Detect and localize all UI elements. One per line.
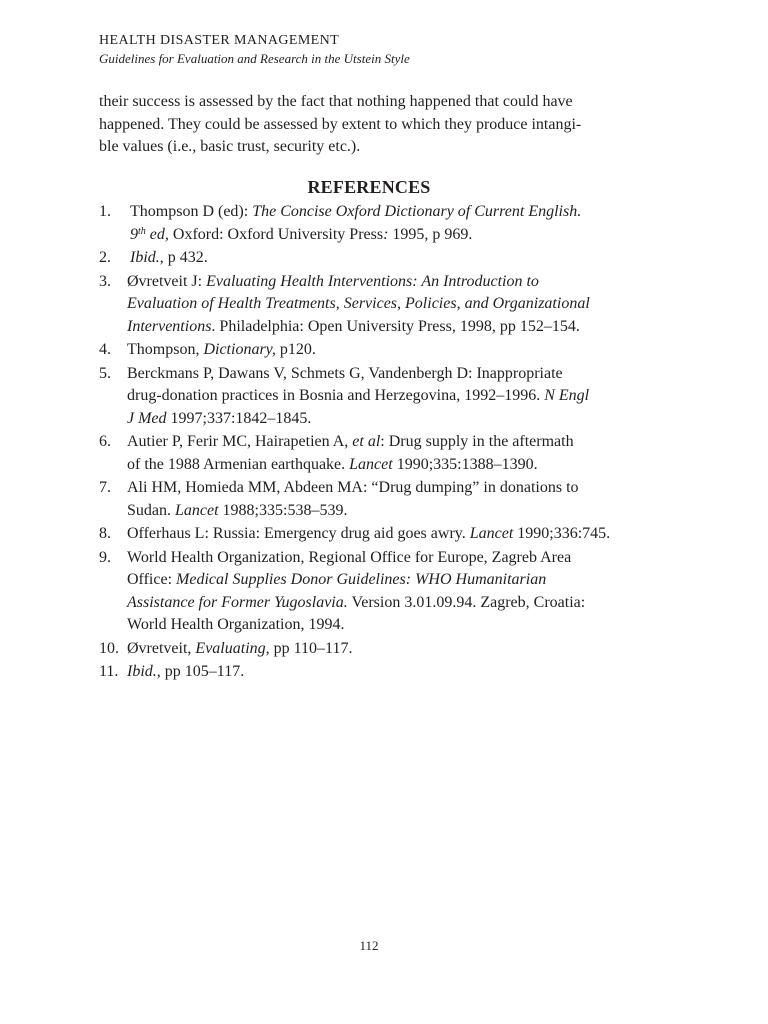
- reference-line: [127, 293, 659, 316]
- reference-line: [127, 385, 659, 408]
- reference-line: [127, 339, 659, 362]
- page-number: 112: [359, 938, 379, 953]
- reference-italic-text: Lancet: [349, 455, 393, 473]
- reference-line: [127, 477, 659, 500]
- reference-line: [127, 614, 659, 637]
- reference-italic-text: Lancet: [469, 525, 514, 542]
- reference-italic-text: Evaluation of Health Treatments, Services, Policies, and Organizational: [127, 295, 590, 312]
- intro-line: ble values (i.e., basic trust, security etc.).: [99, 138, 361, 155]
- intro-line: their success is assessed by the fact that nothing happened that could have: [99, 93, 573, 110]
- reference-italic-text: Evaluating Health Interventions: An Introduction to: [206, 272, 539, 290]
- reference-line: [127, 316, 659, 339]
- reference-line: [127, 661, 659, 684]
- reference-text: . Philadelphia: Open University Press, 1998, pp 152–154.: [211, 317, 580, 335]
- reference-item: [99, 363, 659, 431]
- reference-item: [99, 431, 659, 476]
- reference-item: [99, 201, 659, 246]
- reference-text: World Health Organization, Regional Office for Europe, Zagreb Area: [127, 548, 572, 566]
- reference-italic-text: N Engl: [544, 387, 590, 404]
- reference-text: World Health Organization, 1994.: [127, 616, 345, 633]
- reference-line: [127, 523, 659, 546]
- reference-text: : Drug supply in the aftermath: [380, 433, 574, 450]
- reference-text: Thompson,: [127, 341, 204, 358]
- reference-number: 7.: [99, 479, 111, 496]
- reference-number: 4.: [99, 341, 111, 358]
- reference-italic-text: Ibid.,: [127, 663, 161, 680]
- reference-italic-text: :: [383, 225, 389, 243]
- reference-item: [99, 638, 659, 661]
- running-head: [99, 32, 410, 68]
- reference-text: Office:: [127, 571, 177, 588]
- reference-italic-text: The Concise Oxford Dictionary of Current English.: [252, 203, 582, 220]
- reference-text: 1990;336:745.: [513, 525, 611, 542]
- reference-line: [130, 247, 659, 270]
- reference-line: [127, 431, 659, 454]
- reference-line: [127, 454, 659, 477]
- reference-item: [99, 477, 659, 522]
- reference-text: Sudan.: [127, 501, 175, 519]
- reference-item: [99, 547, 659, 637]
- reference-italic-text: Assistance for Former Yugoslavia.: [127, 593, 348, 611]
- reference-line: [127, 547, 659, 570]
- reference-list: [99, 201, 659, 685]
- reference-italic-text: Dictionary,: [203, 341, 276, 358]
- reference-text: of the 1988 Armenian earthquake.: [127, 455, 350, 473]
- reference-text: Version 3.01.09.94. Zagreb, Croatia:: [347, 593, 586, 611]
- reference-italic-text: 9: [130, 225, 138, 243]
- reference-text: pp 105–117.: [160, 663, 245, 680]
- reference-number: 3.: [99, 272, 111, 290]
- reference-number: 1.: [99, 203, 111, 220]
- running-head-title: HEALTH DISASTER MANAGEMENT: [99, 33, 340, 48]
- reference-text: Autier P, Ferir MC, Hairapetien A,: [127, 433, 353, 450]
- reference-italic-text: Medical Supplies Donor Guidelines: WHO Humanitarian: [176, 571, 547, 588]
- reference-text: 1997;337:1842–1845.: [166, 409, 312, 427]
- reference-line: [130, 224, 659, 247]
- reference-number: 2.: [99, 249, 111, 266]
- reference-text: Thompson D (ed):: [130, 203, 253, 220]
- reference-line: [130, 201, 659, 224]
- reference-number: 5.: [99, 364, 111, 382]
- reference-text: drug-donation practices in Bosnia and Herzegovina, 1992–1996.: [127, 387, 545, 404]
- reference-italic-text: Evaluating: [195, 639, 266, 657]
- reference-number: 6.: [99, 433, 111, 450]
- reference-item: [99, 661, 659, 684]
- reference-superscript: th: [138, 225, 146, 237]
- reference-item: [99, 271, 659, 339]
- reference-text: Offerhaus L: Russia: Emergency drug aid goes awry.: [127, 525, 470, 542]
- reference-text: 1990;335:1388–1390.: [392, 455, 538, 473]
- reference-line: [127, 363, 659, 386]
- reference-italic-text: Interventions: [127, 317, 212, 335]
- reference-italic-text: J Med: [127, 409, 167, 427]
- reference-number: 9.: [99, 548, 111, 566]
- reference-italic-text: Lancet: [175, 501, 219, 519]
- reference-number: 10.: [99, 639, 119, 657]
- reference-line: [127, 271, 659, 294]
- reference-italic-text: ed,: [145, 225, 169, 243]
- running-head-subtitle: Guidelines for Evaluation and Research in the Utstein Style: [99, 51, 410, 66]
- reference-line: [127, 500, 659, 523]
- reference-text: Øvretveit,: [127, 639, 196, 657]
- reference-text: Berckmans P, Dawans V, Schmets G, Vandenbergh D: Inappropriate: [127, 364, 563, 382]
- reference-item: [99, 339, 659, 362]
- references-heading: REFERENCES: [307, 177, 431, 197]
- reference-line: [127, 592, 659, 615]
- reference-text: , pp 110–117.: [265, 639, 353, 657]
- reference-text: , p 432.: [159, 249, 208, 266]
- reference-item: [99, 247, 659, 270]
- reference-text: Øvretveit J:: [127, 272, 207, 290]
- reference-item: [99, 523, 659, 546]
- reference-text: p120.: [275, 341, 316, 358]
- reference-text: Ali HM, Homieda MM, Abdeen MA: “Drug dumping” in donations to: [127, 479, 579, 496]
- reference-text: 1988;335:538–539.: [218, 501, 348, 519]
- reference-italic-text: et al: [352, 433, 381, 450]
- reference-text: Oxford: Oxford University Press: [168, 225, 384, 243]
- reference-line: [127, 569, 659, 592]
- intro-line: happened. They could be assessed by extent to which they produce intangi-: [99, 115, 582, 133]
- reference-number: 11.: [99, 663, 119, 680]
- intro-paragraph: [99, 91, 644, 159]
- reference-number: 8.: [99, 525, 111, 542]
- reference-italic-text: Ibid.: [130, 249, 160, 266]
- reference-line: [127, 408, 659, 431]
- reference-text: 1995, p 969.: [388, 225, 473, 243]
- reference-line: [127, 638, 659, 661]
